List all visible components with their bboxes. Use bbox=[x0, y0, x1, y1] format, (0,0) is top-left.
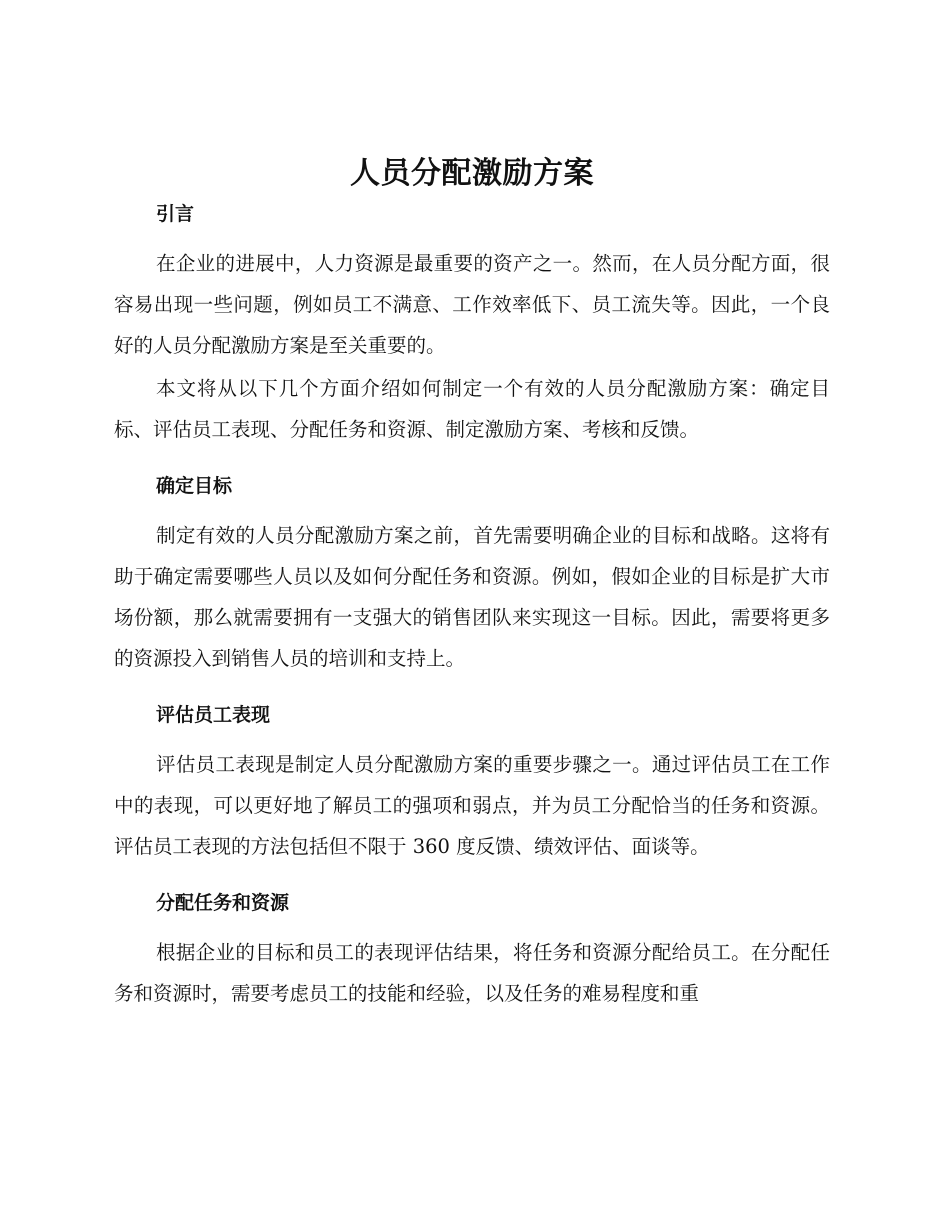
spacer bbox=[114, 679, 830, 701]
spacer bbox=[114, 500, 830, 515]
spacer bbox=[114, 228, 830, 243]
section-heading-evaluation: 评估员工表现 bbox=[156, 704, 271, 726]
spacer bbox=[114, 867, 830, 889]
section-heading-allocation: 分配任务和资源 bbox=[156, 892, 290, 914]
document-title: 人员分配激励方案 bbox=[350, 156, 594, 191]
section-heading-goals: 确定目标 bbox=[156, 475, 233, 497]
paragraph: 本文将从以下几个方面介绍如何制定一个有效的人员分配激励方案：确定目标、评估员工表现、分配任务和资源、制定激励方案、考核和反馈。 bbox=[114, 377, 830, 441]
paragraph: 评估员工表现是制定人员分配激励方案的重要步骤之一。通过评估员工在工作中的表现，可以更好地了解员工的强项和弱点，并为员工分配恰当的任务和资源。评估员工表现的方法包括但不限于 360 度反馈、绩效评估、面谈等。 bbox=[114, 753, 830, 858]
spacer bbox=[114, 450, 830, 472]
document-page bbox=[114, 150, 830, 1014]
spacer bbox=[114, 917, 830, 932]
paragraph: 根据企业的目标和员工的表现评估结果，将任务和资源分配给员工。在分配任务和资源时，需要考虑员工的技能和经验，以及任务的难易程度和重 bbox=[114, 941, 830, 1005]
section-heading-intro: 引言 bbox=[156, 203, 195, 225]
spacer bbox=[114, 729, 830, 744]
paragraph: 在企业的进展中，人力资源是最重要的资产之一。然而，在人员分配方面，很容易出现一些问题，例如员工不满意、工作效率低下、员工流失等。因此，一个良好的人员分配激励方案是至关重要的。 bbox=[114, 252, 830, 357]
paragraph: 制定有效的人员分配激励方案之前，首先需要明确企业的目标和战略。这将有助于确定需要哪些人员以及如何分配任务和资源。例如，假如企业的目标是扩大市场份额，那么就需要拥有一支强大的销售团队来实现这一目标。因此，需要将更多的资源投入到销售人员的培训和支持上。 bbox=[114, 524, 830, 670]
